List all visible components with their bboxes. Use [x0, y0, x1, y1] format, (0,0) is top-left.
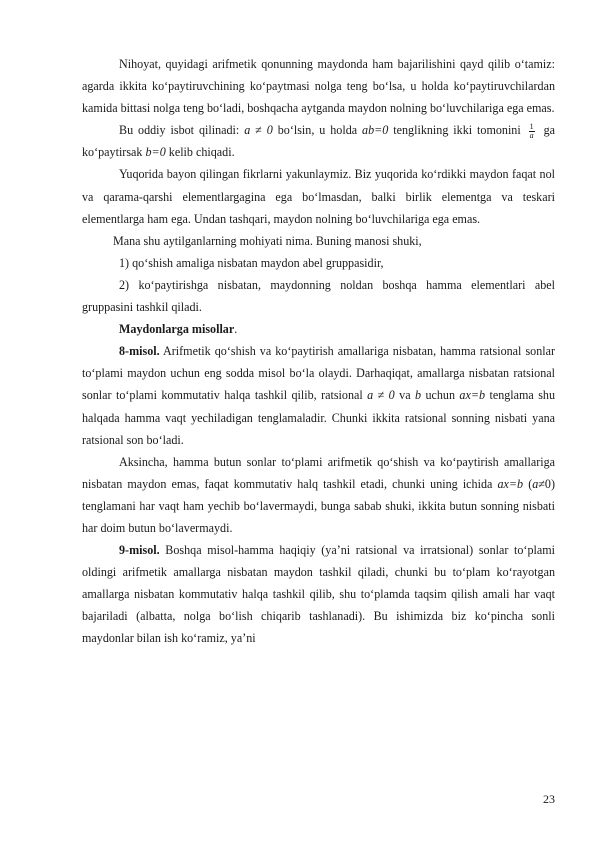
list-item-1: 1) qo‘shish amaliga nisbatan maydon abel gruppasidir,	[119, 255, 384, 270]
example-9	[82, 539, 555, 649]
fraction-one-over-a	[529, 123, 535, 140]
text-run: 0) tenglamani har vaqt ham yechib bo‘lavermaydi, bunga sabab shuki, ikkita butun sonning nisbati har doim butun bo‘lavermaydi.	[82, 476, 555, 535]
text-run: va	[394, 388, 415, 403]
text-run: uchun	[421, 388, 460, 403]
document-page	[82, 53, 555, 650]
text-run: bo‘lsin, u holda	[272, 123, 363, 138]
section-heading	[82, 318, 555, 340]
list-item-2: 2) ko‘paytirishga nisbatan, maydonning noldan boshqa hamma elementlari abel gruppasini tashkil qiladi.	[82, 277, 555, 315]
example-label: 8-misol.	[119, 344, 160, 359]
text-run: Arifmetik qo‘shish va ko‘paytirish amallariga nisbatan, hamma ratsional sonlar to‘plami maydon uchun eng sodda misol bo‘la olaydi. Darhaqiqat, amallarga nisbatan ratsional sonlar to‘plami kommutativ halqa tashkil qilib, ratsional	[82, 344, 555, 403]
example-label: 9-misol.	[119, 543, 160, 558]
text-run: Boshqa misol-hamma haqiqiy (ya’ni ratsional va irratsional) sonlar to‘plami oldingi arifmetik amallarga nisbatan maydon tashkil qiladi, chunki bu to‘plam ko‘rayotgan amallarga nisbatan kommutativ halqa tashkil qilib, shu to‘plamda taqsim qilish amali har vaqt bajariladi (albatta, nolga bo‘lish chiqarib tashlanadi). Bu ishimizda biz ko‘pincha sonli maydonlar bilan ish ko‘ramiz, ya’ni	[82, 543, 555, 646]
math-inline: ax=b	[497, 476, 524, 491]
example-8	[82, 340, 555, 450]
paragraph-3: Yuqorida bayon qilingan fikrlarni yakunlaymiz. Biz yuqorida ko‘rdikki maydon faqat nol va qarama-qarshi elementlargagina ega bo‘lmasdan, balki birlik elementga va teskari elementlarga ham ega. Undan tashqari, maydon nolning bo‘luvchilariga ega emas.	[82, 167, 555, 226]
math-inline: a ≠ 0	[367, 388, 395, 403]
math-inline: ax=b	[459, 388, 486, 403]
text-run: Bu oddiy isbot qilinadi:	[119, 123, 245, 138]
paragraph-4: Mana shu aytilganlarning mohiyati nima. Buning manosi shuki,	[113, 233, 422, 248]
math-inline: a≠	[532, 476, 545, 491]
fraction-numerator: 1	[529, 122, 534, 131]
paragraph-9	[82, 451, 555, 539]
text-run: .	[234, 322, 238, 337]
page-number: 23	[543, 792, 555, 806]
text-run: ga ko‘paytirsak	[82, 123, 555, 160]
heading-text: Maydonlarga misollar	[119, 322, 235, 337]
text-run: (	[523, 476, 533, 491]
paragraph-2	[82, 119, 555, 163]
math-inline: b=0	[145, 145, 166, 160]
text-run: tenglama shu halqada hamma vaqt yechiladigan tenglamaladir. Chunki ikkita ratsional sonning nisbati yana ratsional son bo‘ladi.	[82, 388, 555, 447]
math-inline: a ≠ 0	[244, 123, 273, 138]
math-inline: ab=0	[362, 123, 389, 138]
text-run: tenglikning ikki tomonini	[388, 123, 526, 138]
fraction-denominator: a	[529, 131, 534, 140]
text-run: kelib chiqadi.	[165, 145, 235, 160]
math-inline: b	[414, 388, 422, 403]
paragraph-1: Nihoyat, quyidagi arifmetik qonunning maydonda ham bajarilishini qayd qilib o‘tamiz: agarda ikkita ko‘paytiruvchining ko‘paytmasi nolga teng bo‘lsa, u holda ko‘paytiruvchilardan kamida bittasi nolga teng bo‘ladi, boshqacha aytganda maydon nolning bo‘luvchilariga ega emas.	[82, 57, 555, 116]
text-run: Aksincha, hamma butun sonlar to‘plami arifmetik qo‘shish va ko‘paytirish amallariga nisbatan maydon emas, faqat kommutativ halq tashkil etadi, chunki uning ichida	[82, 454, 555, 491]
